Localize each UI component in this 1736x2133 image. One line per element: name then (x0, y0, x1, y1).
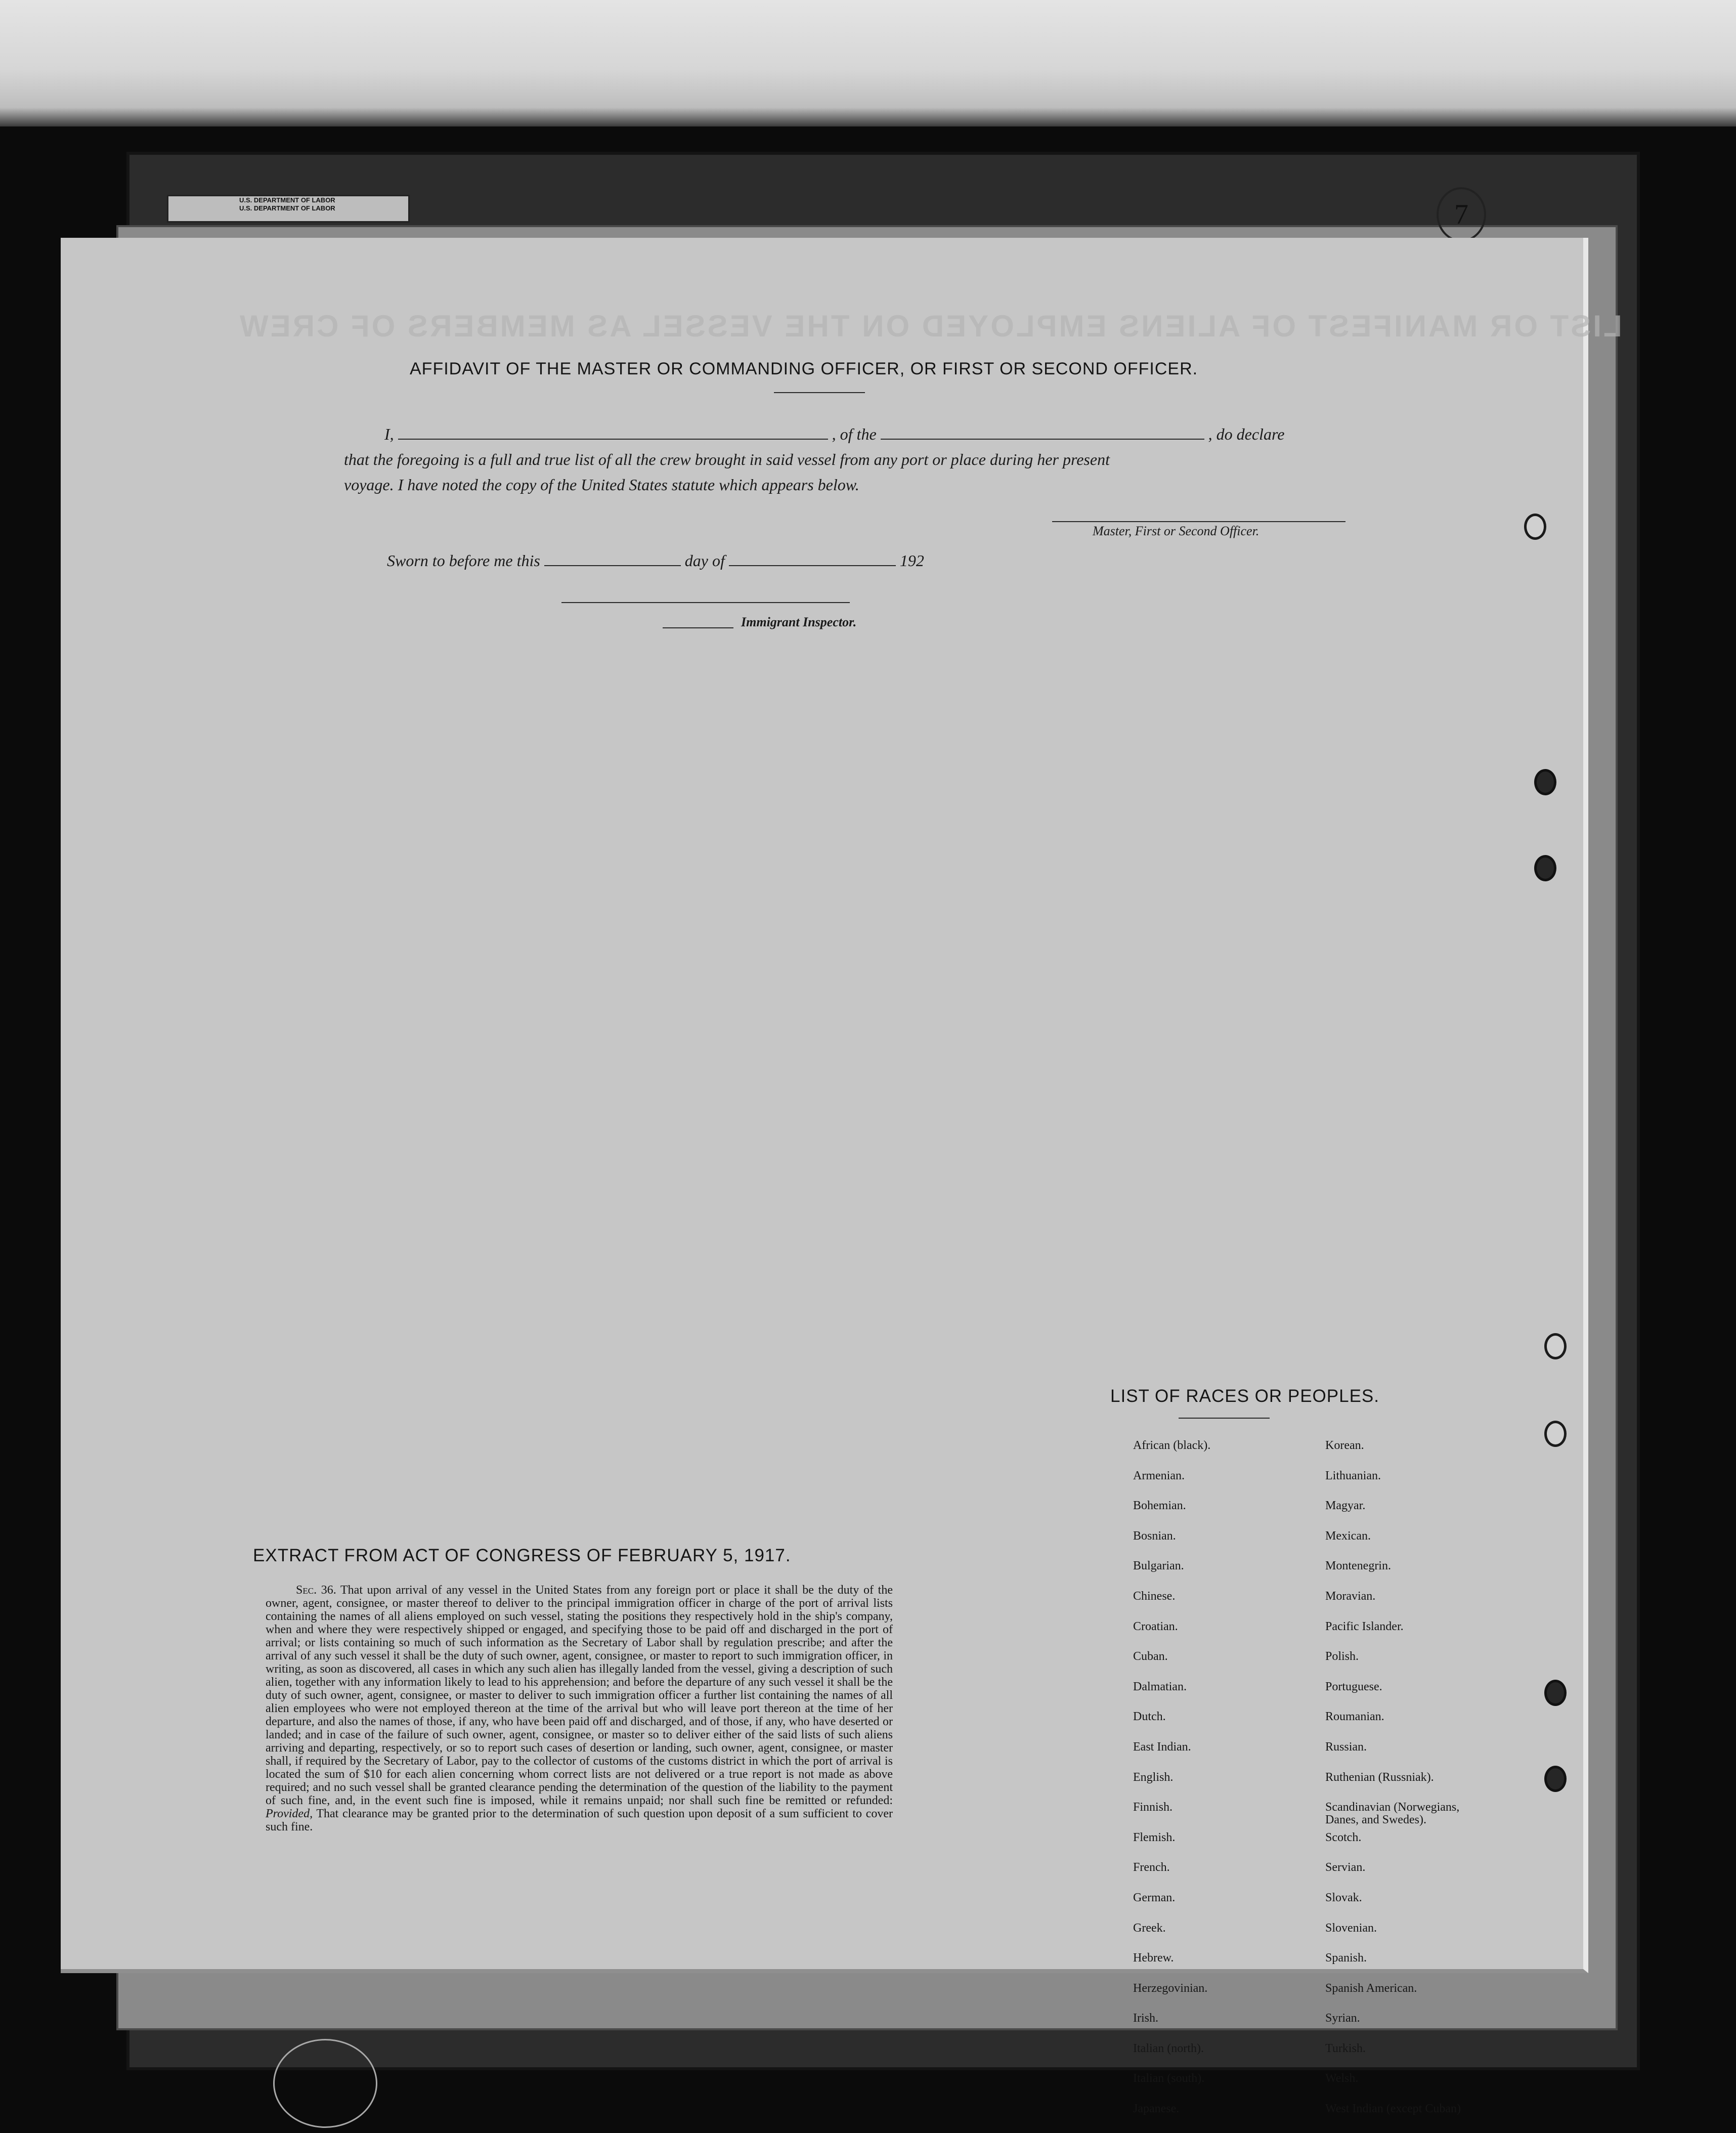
extract-heading: EXTRACT FROM ACT OF CONGRESS OF FEBRUARY 5, 1917. (253, 1546, 791, 1565)
page-number-circle: 7 (1437, 187, 1486, 242)
binder-hole (1544, 1766, 1567, 1792)
race-item: Ruthenian (Russniak). (1325, 1770, 1434, 1784)
inspector-caption: Immigrant Inspector. (741, 615, 857, 629)
race-item: Slovenian. (1325, 1921, 1377, 1935)
race-item: Irish. (1133, 2012, 1158, 2025)
race-item: Dalmatian. (1133, 1680, 1187, 1693)
race-item: Turkish. (1325, 2041, 1366, 2055)
declare-label: , do declare (1208, 425, 1285, 443)
race-item: Italian (south). (1133, 2072, 1205, 2085)
race-item: Magyar. (1325, 1499, 1366, 1513)
races-list (1133, 1439, 1548, 2133)
race-item: Slovak. (1325, 1891, 1362, 1904)
race-item: Bohemian. (1133, 1499, 1186, 1513)
of-the-label: , of the (832, 425, 877, 443)
race-item: Moravian. (1325, 1589, 1376, 1603)
i-label: I, (384, 425, 394, 443)
binder-hole (1544, 1421, 1567, 1447)
race-item: Herzegovinian. (1133, 1981, 1208, 1995)
affidavit-line-3: voyage. I have noted the copy of the United States statute which appears below. (344, 476, 859, 494)
race-item: Scotch. (1325, 1830, 1362, 1844)
sworn-label: Sworn to before me this (387, 551, 540, 570)
master-name-field[interactable] (398, 439, 828, 440)
race-item: Italian (north). (1133, 2041, 1204, 2055)
heading-divider (774, 392, 865, 393)
race-item: Polish. (1325, 1650, 1359, 1663)
race-item: Pacific Islander. (1325, 1619, 1404, 1633)
race-item: Korean. (1325, 1439, 1364, 1452)
race-item: Flemish. (1133, 1830, 1176, 1844)
race-item: Chinese. (1133, 1589, 1176, 1603)
race-item: Finnish. (1133, 1801, 1173, 1814)
races-heading-divider (1179, 1418, 1270, 1419)
race-item: German. (1133, 1891, 1176, 1904)
race-item: Greek. (1133, 1921, 1166, 1935)
race-item: Spanish. (1325, 1951, 1367, 1965)
affidavit-heading: AFFIDAVIT OF THE MASTER OR COMMANDING OFFICER, OR FIRST OR SECOND OFFICER. (410, 359, 1198, 378)
vessel-name-field[interactable] (881, 439, 1204, 440)
year-label: 192 (899, 551, 924, 570)
race-item: Syrian. (1325, 2012, 1360, 2025)
race-item: French. (1133, 1861, 1170, 1874)
binder-hole (1544, 1333, 1567, 1359)
race-item: Portuguese. (1325, 1680, 1382, 1693)
top-paper-strip (0, 0, 1736, 126)
race-item: English. (1133, 1770, 1174, 1784)
race-item: Lithuanian. (1325, 1469, 1381, 1482)
sworn-month-field[interactable] (729, 565, 896, 566)
race-item: West Indian (except Cuban) (1325, 2102, 1461, 2116)
extract-provided-label: Provided, (266, 1807, 313, 1820)
signature-caption: Master, First or Second Officer. (1093, 524, 1260, 538)
races-heading: LIST OF RACES OR PEOPLES. (1110, 1386, 1380, 1406)
faded-stamp (273, 2039, 377, 2128)
race-item: Roumanian. (1325, 1710, 1384, 1724)
race-item: Spanish American. (1325, 1981, 1417, 1995)
race-item: Servian. (1325, 1861, 1366, 1874)
extract-section-label: Sec. 36. (296, 1584, 336, 1597)
manifest-sheet (61, 238, 1622, 2116)
race-item: Mexican. (1325, 1529, 1371, 1543)
sworn-day-field[interactable] (544, 565, 681, 566)
extract-body (266, 1584, 893, 1833)
race-item: African (black). (1133, 1439, 1211, 1452)
race-item: Hebrew. (1133, 1951, 1174, 1965)
race-item: Russian. (1325, 1740, 1367, 1754)
department-tab-strip (167, 195, 410, 223)
day-of-label: day of (684, 551, 725, 570)
race-item: Cuban. (1133, 1650, 1168, 1663)
race-item: Dutch. (1133, 1710, 1166, 1724)
affidavit-line-1 (384, 425, 1284, 444)
race-item: Armenian. (1133, 1469, 1185, 1482)
affidavit-line-2: that the foregoing is a full and true list of all the crew brought in said vessel from any port or place during her present (344, 450, 1110, 468)
binder-hole (1544, 1680, 1567, 1706)
bleed-through-title: LIST OR MANIFEST OF ALIENS EMPLOYED ON THE VESSEL AS MEMBERS OF CREW (238, 309, 1622, 343)
race-item: Croatian. (1133, 1619, 1178, 1633)
race-item: East Indian. (1133, 1740, 1191, 1754)
extract-text: That upon arrival of any vessel in the United States from any foreign port or place it shall be the duty of the owner, agent, consignee, or master thereof to deliver to the principal immigration officer in charge of the port of arrival lists containing the names of all aliens employed on such vessel, stating the positions they respectively hold in the ship's company, when and where they were respectively shipped or engaged, and specifying those to be paid off and discharged in the port of arrival; or lists containing so much of such information as the Secretary of Labor shall by regulation prescribe; and after the arrival of any such vessel it shall be the duty of such owner, agent, consignee, or master to report to such immigration officer, in writing, as soon as discovered, all cases in which any such alien has illegally landed from the vessel, giving a description of such alien, together with any information likely to lead to his apprehension; and before the departure of any such vessel it shall be the duty of such owner, agent, consignee, or master to deliver to such immigration officer a further list containing the names of all alien employees who were not employed thereon at the time of the arrival but who will leave port thereon at the time of her departure, and also the names of those, if any, who have been paid off and discharged, and of those, if any, who have deserted or landed; and in case of the failure of such owner, agent, consignee, or master so to deliver either of the said lists of such aliens arriving and departing, respectively, or so to report such cases of desertion or landing, such owner, agent, consignee, or master shall, if required by the Secretary of Labor, pay to the collector of customs of the customs district in which the port of arrival is located the sum of $10 for each alien concerning whom correct lists are not delivered or a true report is not made as above required; and no such vessel shall be granted clearance pending the determination of the question of the liability to the payment of such fine, and, in the event such fine is imposed, while it remains unpaid; nor shall such fine be remitted or refunded: (266, 1584, 893, 1807)
race-item: Scandinavian (Norwegians, Danes, and Swedes). (1325, 1801, 1460, 1827)
inspector-signature-line[interactable] (561, 602, 850, 603)
binder-hole (1524, 514, 1546, 540)
extract-text-end: That clearance may be granted prior to the determination of such question upon deposit of a sum sufficient to cover such fine. (266, 1807, 893, 1833)
race-item: Bosnian. (1133, 1529, 1176, 1543)
tab-strip-line-1: U.S. DEPARTMENT OF LABOR (239, 196, 335, 204)
race-item: Welsh. (1325, 2072, 1359, 2085)
race-item: Montenegrin. (1325, 1559, 1391, 1573)
signature-line[interactable] (1052, 521, 1346, 522)
inspector-short-line (663, 627, 733, 628)
race-item: Bulgarian. (1133, 1559, 1184, 1573)
binder-hole (1534, 769, 1556, 795)
binder-hole (1534, 855, 1556, 881)
sworn-line (387, 551, 924, 570)
tab-strip-line-2: U.S. DEPARTMENT OF LABOR (239, 204, 335, 212)
race-item: Japanese. (1133, 2102, 1180, 2116)
